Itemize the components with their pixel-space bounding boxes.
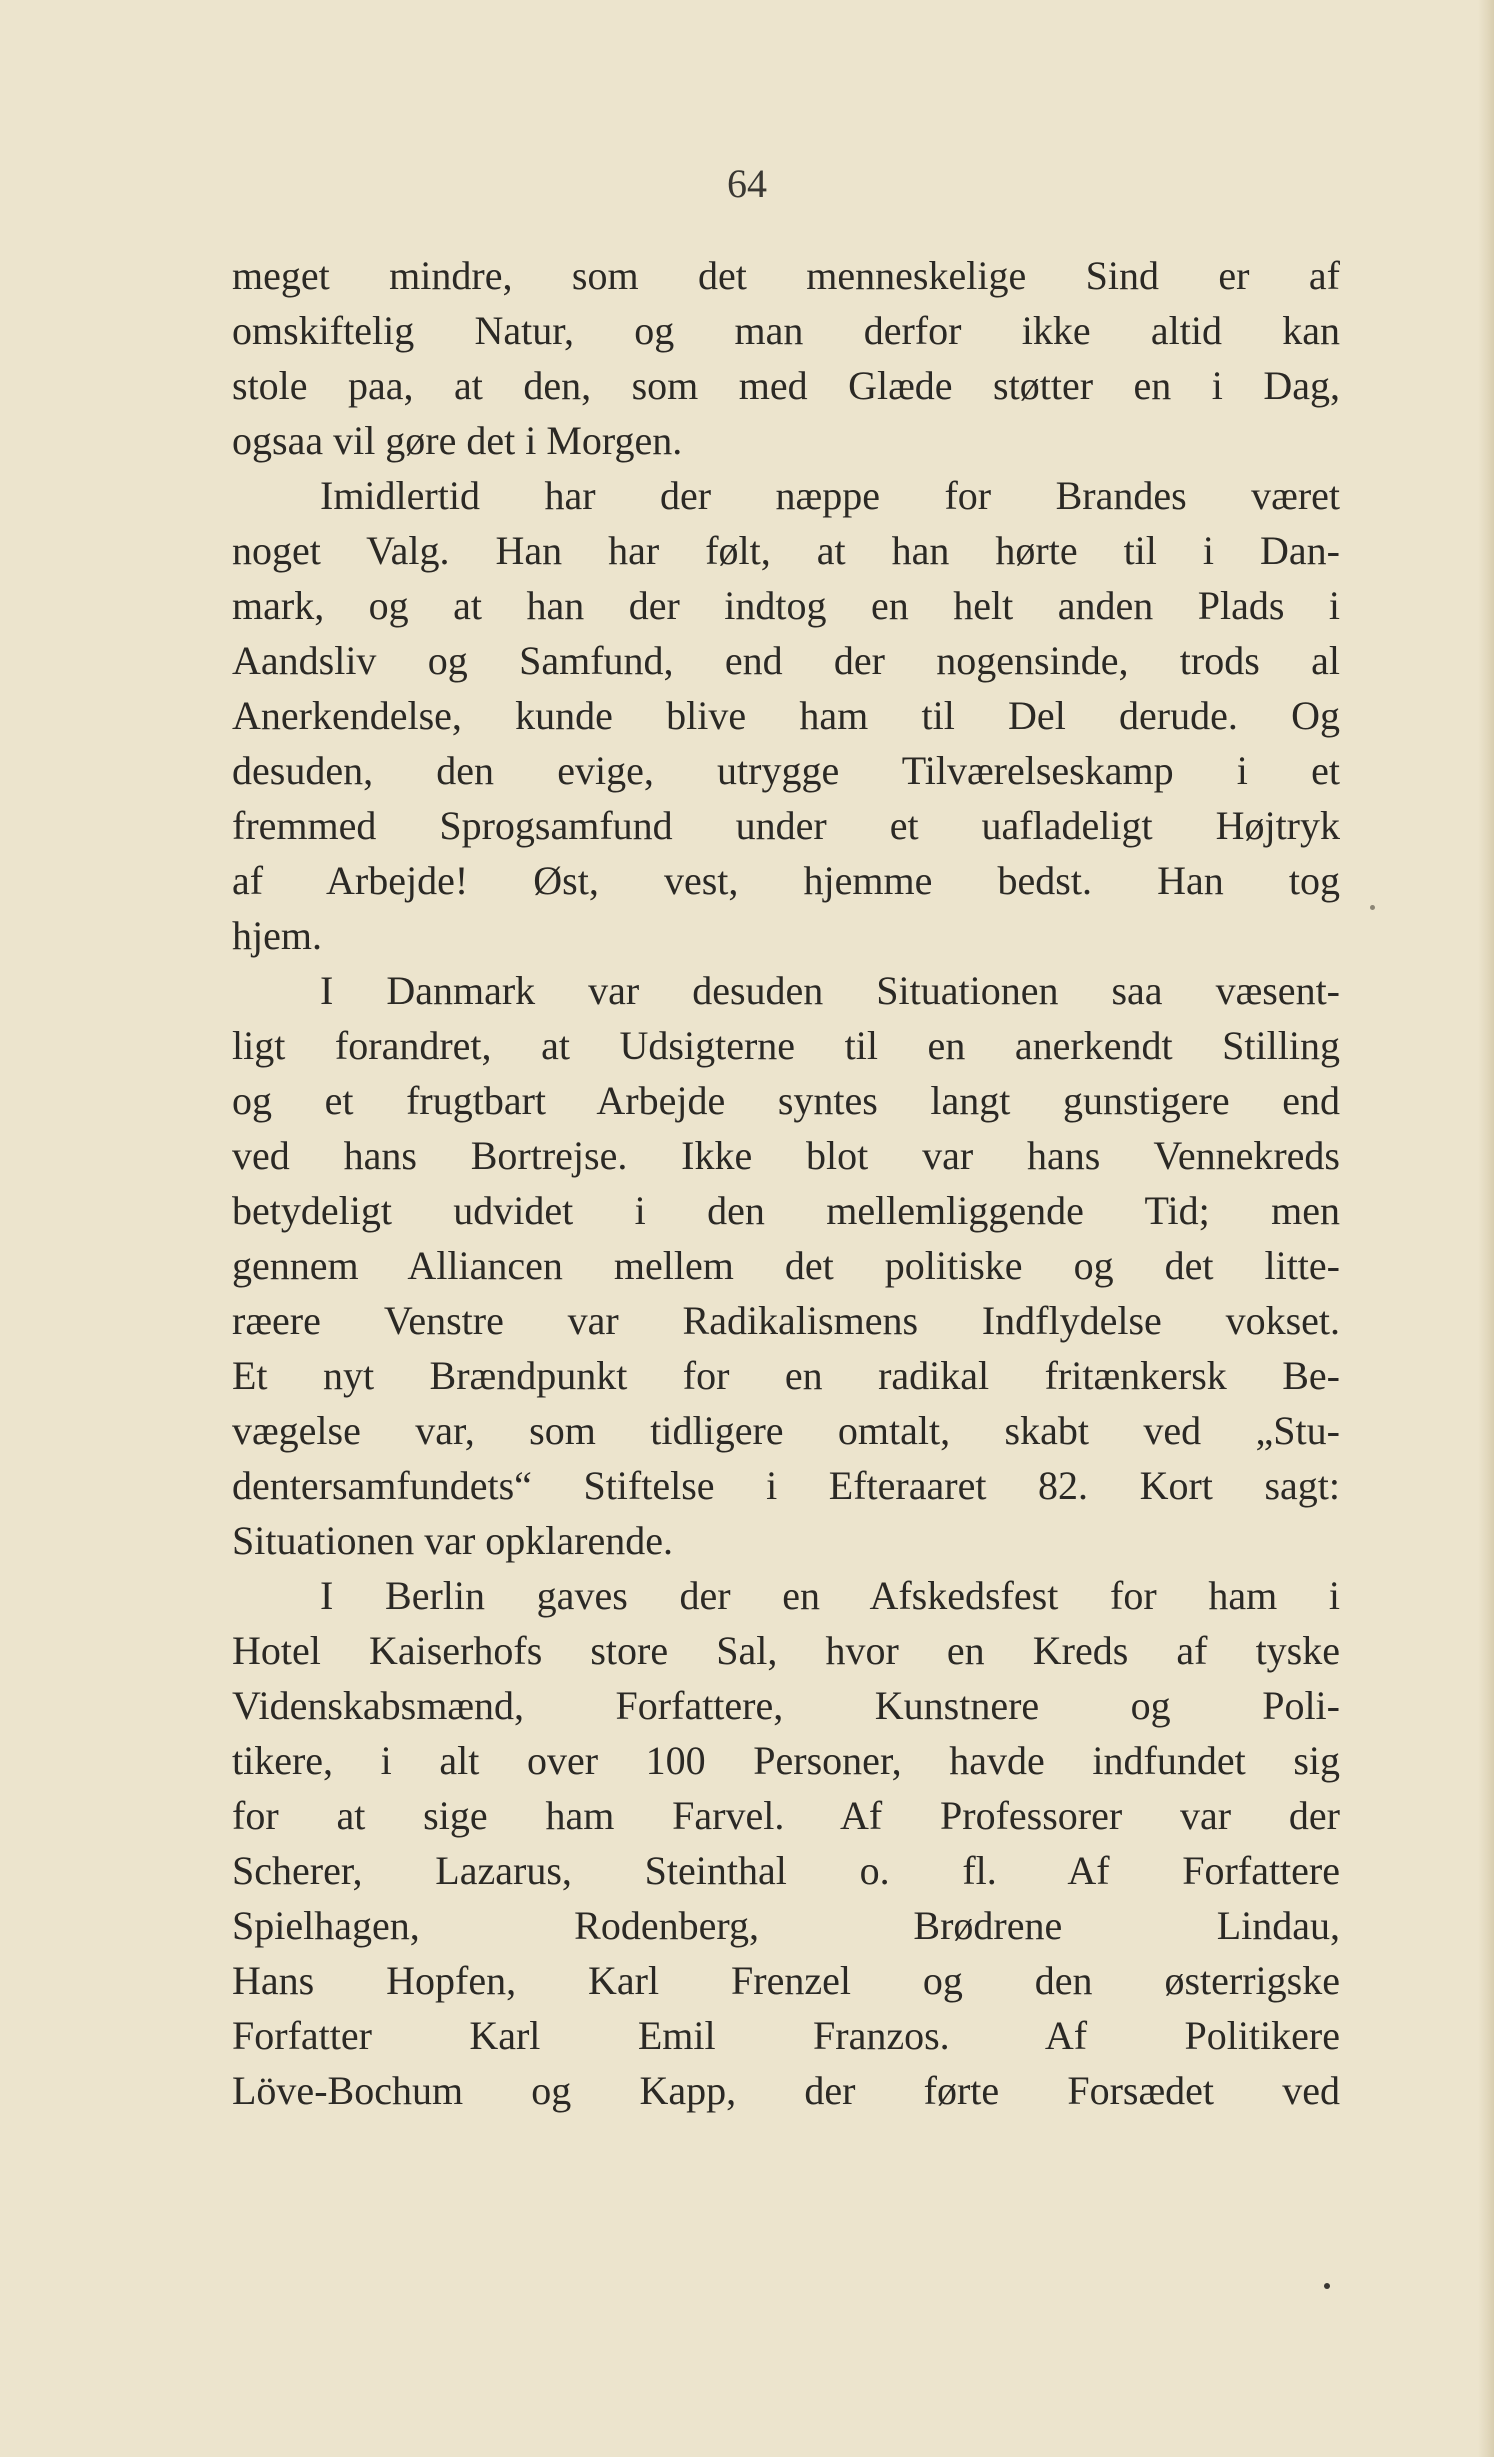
page-number: 64	[727, 161, 767, 206]
text-line: for at sige ham Farvel. Af Professorer var der	[232, 1793, 1340, 1838]
text-line: I Danmark var desuden Situationen saa væsent-	[320, 968, 1340, 1013]
text-line: Scherer, Lazarus, Steinthal o. fl. Af Forfattere	[232, 1848, 1340, 1893]
print-speck	[1370, 905, 1375, 910]
text-line: Et nyt Brændpunkt for en radikal fritænkersk Be-	[232, 1353, 1340, 1398]
text-line: I Berlin gaves der en Afskedsfest for ham i	[320, 1573, 1340, 1618]
text-line: fremmed Sprogsamfund under et uafladeligt Højtryk	[232, 803, 1340, 848]
text-line: ogsaa vil gøre det i Morgen.	[232, 418, 683, 463]
text-line: betydeligt udvidet i den mellemliggende Tid; men	[232, 1188, 1340, 1233]
text-line: Aandsliv og Samfund, end der nogensinde, trods al	[232, 638, 1340, 683]
text-line: Videnskabsmænd, Forfattere, Kunstnere og Poli-	[232, 1683, 1340, 1728]
text-line: noget Valg. Han har følt, at han hørte til i Dan-	[232, 528, 1340, 573]
text-line: Imidlertid har der næppe for Brandes været	[320, 473, 1340, 518]
text-line: Forfatter Karl Emil Franzos. Af Politikere	[232, 2013, 1340, 2058]
text-line: og et frugtbart Arbejde syntes langt gunstigere end	[232, 1078, 1340, 1123]
page-edge	[1478, 0, 1494, 2457]
text-line: Löve-Bochum og Kapp, der førte Forsædet ved	[232, 2068, 1340, 2113]
text-line: Anerkendelse, kunde blive ham til Del derude. Og	[232, 693, 1340, 738]
text-line: ræere Venstre var Radikalismens Indflydelse vokset.	[232, 1298, 1340, 1343]
text-line: omskiftelig Natur, og man derfor ikke altid kan	[232, 308, 1340, 353]
text-line: ved hans Bortrejse. Ikke blot var hans Vennekreds	[232, 1133, 1340, 1178]
text-line: tikere, i alt over 100 Personer, havde indfundet sig	[232, 1738, 1340, 1783]
text-line: stole paa, at den, som med Glæde støtter en i Dag,	[232, 363, 1340, 408]
text-line: Hans Hopfen, Karl Frenzel og den østerrigske	[232, 1958, 1340, 2003]
print-speck	[1324, 2283, 1330, 2289]
text-line: hjem.	[232, 913, 322, 958]
text-line: vægelse var, som tidligere omtalt, skabt ved „Stu-	[232, 1408, 1340, 1453]
text-line: mark, og at han der indtog en helt anden Plads i	[232, 583, 1340, 628]
text-line: af Arbejde! Øst, vest, hjemme bedst. Han tog	[232, 858, 1340, 903]
text-line: gennem Alliancen mellem det politiske og det litte-	[232, 1243, 1340, 1288]
text-line: Situationen var opklarende.	[232, 1518, 673, 1563]
text-line: meget mindre, som det menneskelige Sind er af	[232, 253, 1340, 298]
text-line: Spielhagen, Rodenberg, Brødrene Lindau,	[232, 1903, 1340, 1948]
text-line: desuden, den evige, utrygge Tilværelseskamp i et	[232, 748, 1340, 793]
body-text	[232, 248, 1340, 2118]
text-line: Hotel Kaiserhofs store Sal, hvor en Kreds af tyske	[232, 1628, 1340, 1673]
text-line: dentersamfundets“ Stiftelse i Efteraaret 82. Kort sagt:	[232, 1463, 1340, 1508]
text-line: ligt forandret, at Udsigterne til en anerkendt Stilling	[232, 1023, 1340, 1068]
